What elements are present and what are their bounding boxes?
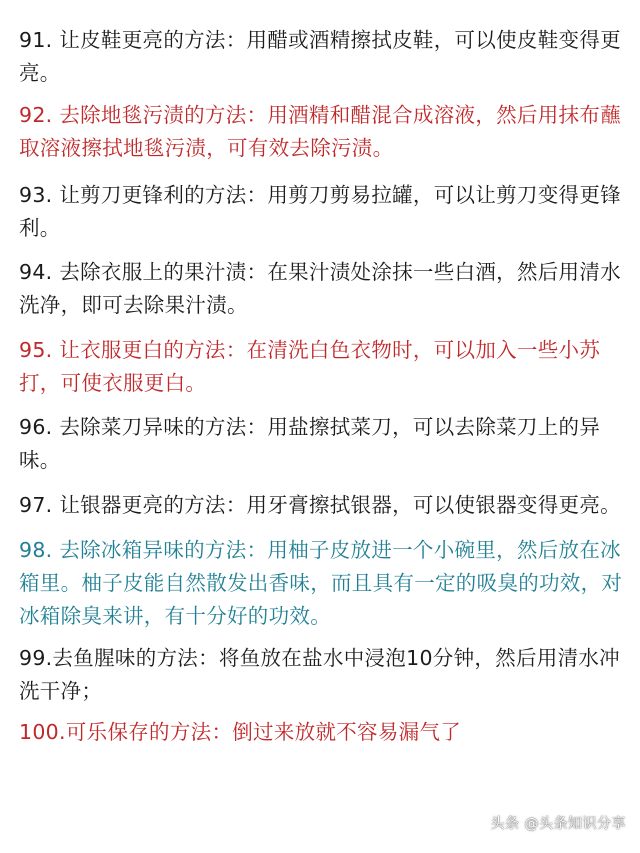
tip-99: 99.去鱼腥味的方法：将鱼放在盐水中浸泡10分钟，然后用清水冲洗干净； [19, 646, 620, 703]
tip-100: 100.可乐保存的方法：倒过来放就不容易漏气了 [19, 720, 462, 744]
tip-91: 91. 让皮鞋更亮的方法：用醋或酒精擦拭皮鞋，可以使皮鞋变得更亮。 [19, 28, 621, 85]
tip-92: 92. 去除地毯污渍的方法：用酒精和醋混合成溶液，然后用抹布蘸取溶液擦拭地毯污渍，可有效去除污渍。 [19, 103, 621, 160]
tip-97: 97. 让银器更亮的方法：用牙膏擦拭银器，可以使银器变得更亮。 [19, 493, 621, 517]
tip-98: 98. 去除冰箱异味的方法：用柚子皮放进一个小碗里，然后放在冰箱里。柚子皮能自然散发出香味，而且具有一定的吸臭的功效，对冰箱除臭来讲，有十分好的功效。 [19, 538, 623, 628]
tip-96: 96. 去除菜刀异味的方法：用盐擦拭菜刀，可以去除菜刀上的异味。 [19, 415, 601, 472]
tip-95: 95. 让衣服更白的方法：在清洗白色衣物时，可以加入一些小苏打，可使衣服更白。 [19, 338, 601, 395]
watermark: 头条 @头条知识分享 [490, 816, 626, 832]
tip-94: 94. 去除衣服上的果汁渍：在果汁渍处涂抹一些白酒，然后用清水洗净，即可去除果汁渍。 [19, 260, 621, 317]
tip-93: 93. 让剪刀更锋利的方法：用剪刀剪易拉罐，可以让剪刀变得更锋利。 [19, 183, 621, 240]
